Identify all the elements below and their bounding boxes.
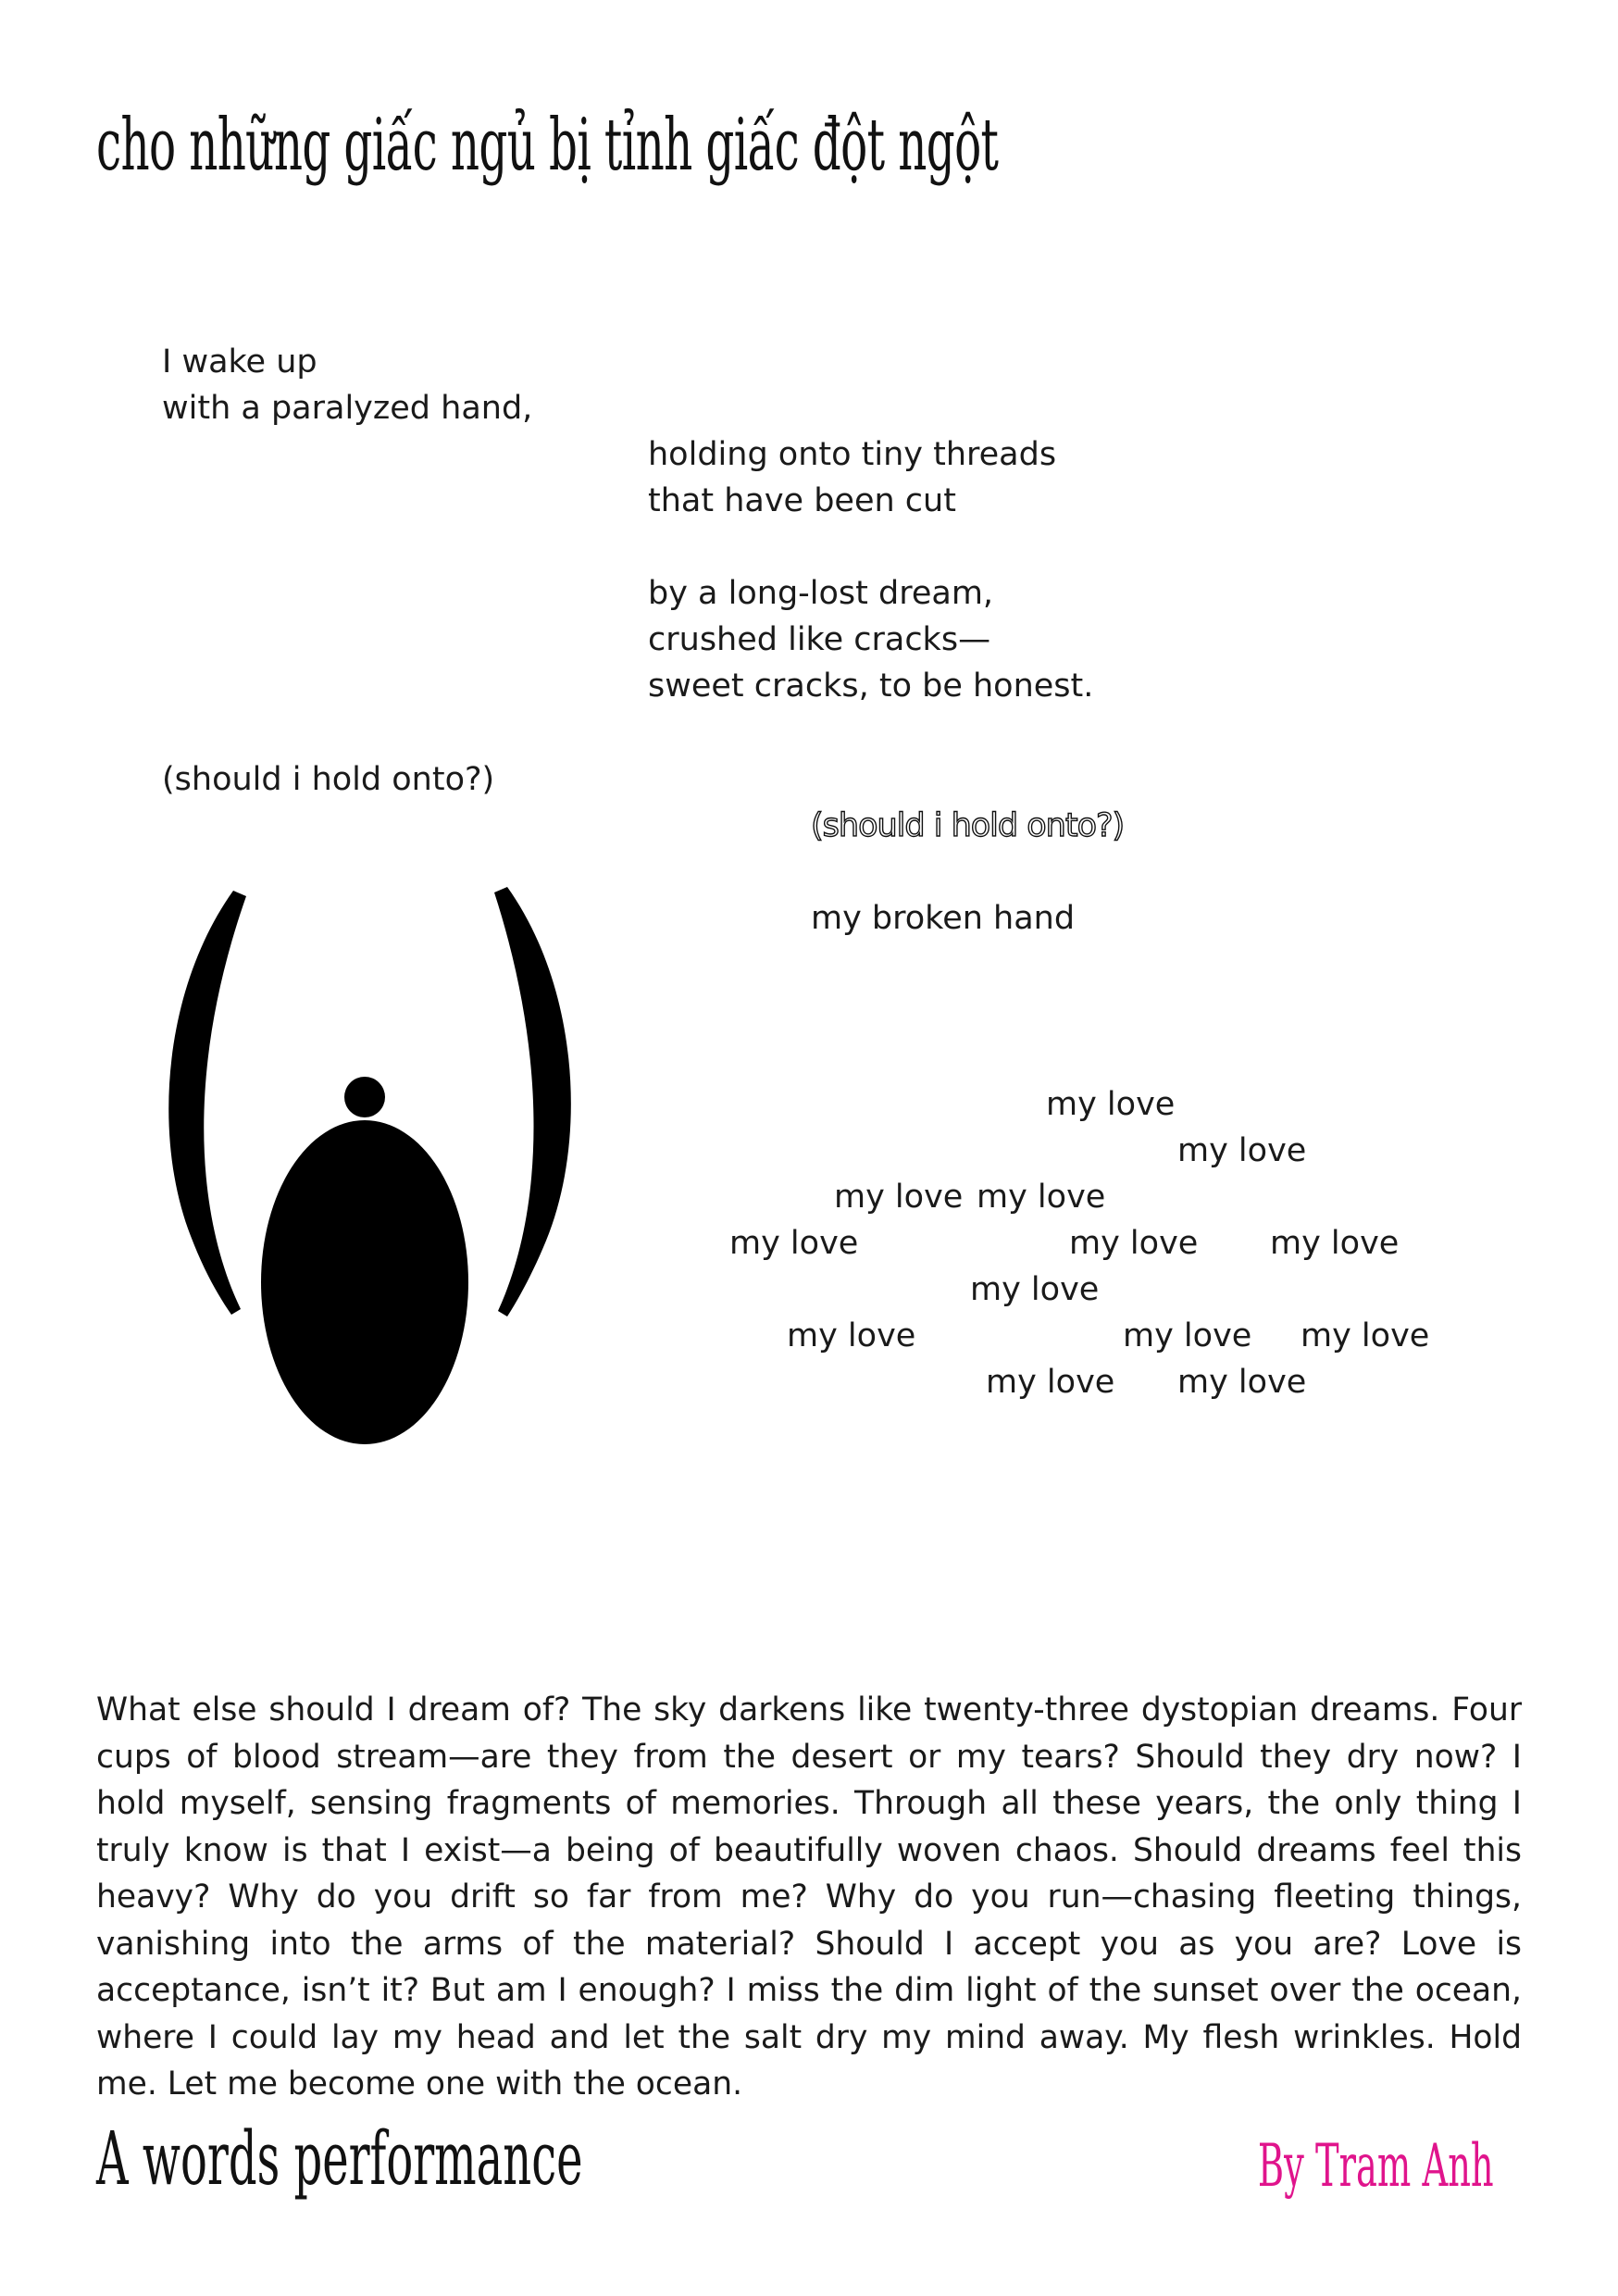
body-oval-shape <box>261 1120 468 1444</box>
my-love-text: my love <box>729 1225 859 1262</box>
prose-paragraph: What else should I dream of? The sky darkens like twenty-three dystopian dreams. Four cups of blood stream—are they from the desert or my tears? Should they dry now? I hold myself, sensing fragments of memories. Through all these years, the only thing I truly know is that I exist—a being of beautifully woven chaos. Should dreams feel this heavy? Why do you drift so far from me? Why do you run—chasing fleeting things, vanishing into the arms of the material? Should I accept you as you are? Love is acceptance, isn’t it? But am I enough? I miss the dim light of the sunset over the ocean, where I could lay my head and let the salt dry my mind away. My flesh wrinkles. Hold me. Let me become one with the ocean. <box>96 1691 1522 2103</box>
my-love-text: my love <box>1177 1364 1307 1401</box>
poem-line: with a paralyzed hand, <box>162 390 533 427</box>
parenthesis-figure <box>157 880 592 1481</box>
poem-line-broken-hand: my broken hand <box>811 900 1076 937</box>
my-love-text: my love <box>1069 1225 1199 1262</box>
poem-line: I wake up <box>162 343 317 381</box>
head-dot-shape <box>344 1077 385 1117</box>
poem-question: (should i hold onto?) <box>162 761 495 798</box>
poem-line: by a long-lost dream, <box>648 575 994 612</box>
poem-line: sweet cracks, to be honest. <box>648 668 1094 705</box>
right-parenthesis-shape <box>494 887 571 1316</box>
my-love-text: my love <box>1123 1317 1252 1354</box>
my-love-text: my love <box>986 1364 1115 1401</box>
my-love-text: my love <box>977 1179 1106 1216</box>
my-love-text: my love <box>1177 1132 1307 1169</box>
poem-line: that have been cut <box>648 482 956 519</box>
left-parenthesis-shape <box>168 891 246 1315</box>
footer-author: By Tram Anh <box>1258 2132 1494 2201</box>
poem-question-outlined: (should i hold onto?) <box>811 807 1125 844</box>
poem-line: crushed like cracks— <box>648 621 991 658</box>
my-love-text: my love <box>787 1317 916 1354</box>
my-love-text: my love <box>1270 1225 1400 1262</box>
my-love-text: my love <box>1301 1317 1430 1354</box>
my-love-text: my love <box>970 1271 1100 1308</box>
footer-title: A words performance <box>96 2115 583 2202</box>
my-love-text: my love <box>834 1179 964 1216</box>
page-title: cho những giấc ngủ bị tỉnh giấc đột ngột <box>96 104 999 187</box>
poem-line: holding onto tiny threads <box>648 436 1057 473</box>
my-love-text: my love <box>1046 1086 1176 1123</box>
